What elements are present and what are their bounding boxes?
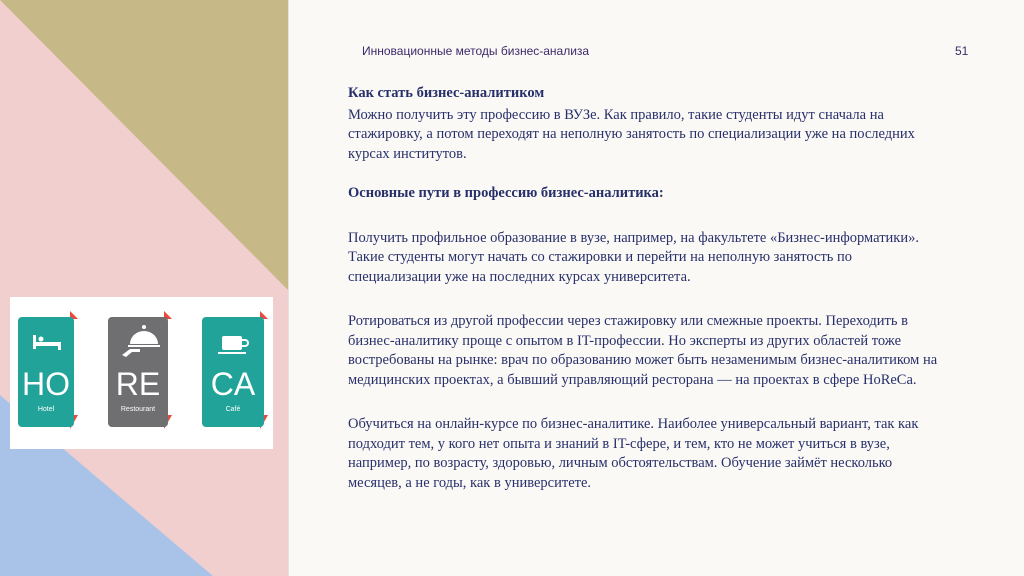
logo-cafe xyxy=(202,311,268,429)
logo-hotel-letters: HO xyxy=(22,366,70,402)
logo-hotel xyxy=(18,311,78,429)
paragraph-university: Можно получить эту профессию в ВУЗе. Как правило, такие студенты идут сначала на стажировку, а потом переходят на неполную занятость по специализации уже на последних курсах институтов. xyxy=(348,106,915,162)
slide-header-title: Инновационные методы бизнес-анализа xyxy=(362,44,590,58)
heading-main-paths: Основные пути в профессию бизнес-аналитика: xyxy=(348,185,664,201)
logo-restaurant-caption: Restourant xyxy=(120,406,156,413)
horeca-logo-image xyxy=(10,297,273,449)
logo-restaurant-letters: RE xyxy=(115,366,161,402)
slide-content xyxy=(348,84,948,493)
logo-cafe-caption: Café xyxy=(225,406,241,413)
paragraph-path-education: Получить профильное образование в вузе, например, на факультете «Бизнес-информатики». Такие студенты могут начать со стажировки и перейти на неполную занятость по специализации уже на последних курсах университета. xyxy=(348,229,919,285)
logo-cafe-letters: CA xyxy=(210,366,256,402)
paragraph-path-rotation: Ротироваться из другой профессии через стажировку или смежные проекты. Переходить в бизнес-аналитику проще с опытом в IT-профессии. Но эксперты из других областей тоже востребованы на рынке: врач по образованию может быть незаменимым бизнес-аналитиком на медицинских проектах, а бывший управляющий ресторана — на проектах в сфере HoReCa. xyxy=(348,313,938,388)
heading-how-to-become: Как стать бизнес-аналитиком xyxy=(348,85,545,101)
page-number: 51 xyxy=(955,44,969,58)
paragraph-path-online-course: Обучиться на онлайн-курсе по бизнес-аналитике. Наиболее универсальный вариант, так как подходит тем, у кого нет опыта и знаний в IT-сфере, и тем, кто не может учиться в вузе, например, по возрасту, здоровью, личным обстоятельствам. Обучение займёт несколько месяцев, а не годы, как в университете. xyxy=(348,416,919,491)
decorative-panel xyxy=(0,0,288,576)
logo-restaurant xyxy=(108,311,172,429)
panel-divider xyxy=(288,0,289,576)
geometric-background xyxy=(0,0,288,576)
logo-hotel-caption: Hotel xyxy=(37,406,55,413)
